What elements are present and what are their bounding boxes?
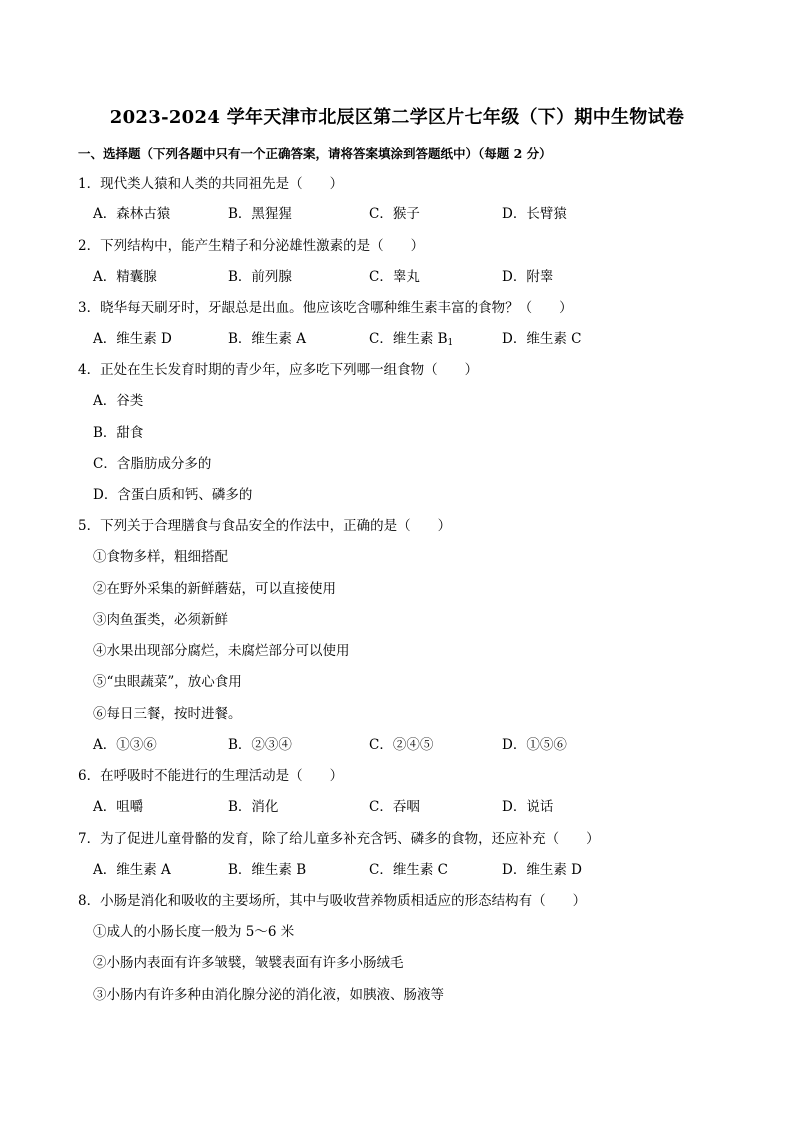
statement-item: ②小肠内表面有许多皱襞，皱襞表面有许多小肠绒毛 bbox=[93, 955, 404, 971]
option-c bbox=[369, 330, 453, 352]
option-a: A．谷类 bbox=[93, 393, 144, 409]
option-c: C．维生素 C bbox=[369, 862, 448, 878]
statement-item: ①食物多样，粗细搭配 bbox=[93, 549, 228, 565]
option-d: D．长臂猿 bbox=[502, 206, 567, 222]
option-a: A．维生素 D bbox=[93, 331, 172, 347]
option-a: A．①③⑥ bbox=[93, 737, 157, 753]
question-stem: 2．下列结构中，能产生精子和分泌雄性激素的是（ ） bbox=[78, 238, 425, 254]
option-b: B．前列腺 bbox=[228, 269, 292, 285]
question-stem: 4．正处在生长发育时期的青少年，应多吃下列哪一组食物（ ） bbox=[78, 362, 479, 378]
option-b: B．黑猩猩 bbox=[228, 206, 292, 222]
question-stem: 6．在呼吸时不能进行的生理活动是（ ） bbox=[78, 768, 344, 784]
statement-item: ③小肠内有许多种由消化腺分泌的消化液，如胰液、肠液等 bbox=[93, 987, 444, 1003]
statement-item: ②在野外采集的新鲜蘑菇，可以直接使用 bbox=[93, 581, 336, 597]
option-d: D．维生素 C bbox=[502, 331, 582, 347]
question-stem: 7．为了促进儿童骨骼的发育，除了给儿童多补充含钙、磷多的食物，还应补充（ ） bbox=[78, 831, 600, 847]
option-d: D．维生素 D bbox=[502, 862, 582, 878]
question-stem: 5．下列关于合理膳食与食品安全的作法中，正确的是（ ） bbox=[78, 518, 452, 534]
option-b: B．消化 bbox=[228, 799, 279, 815]
statement-item: ①成人的小肠长度一般为 5～6 米 bbox=[93, 924, 295, 940]
option-a: A．森林古猿 bbox=[93, 206, 171, 222]
option-b: B．维生素 A bbox=[228, 331, 306, 347]
question-stem: 8．小肠是消化和吸收的主要场所，其中与吸收营养物质相适应的形态结构有（ ） bbox=[78, 893, 587, 909]
option-c-text: C．维生素 B bbox=[369, 331, 448, 347]
question-stem: 1．现代类人猿和人类的共同祖先是（ ） bbox=[78, 176, 344, 192]
option-d: D．说话 bbox=[502, 799, 554, 815]
option-b: B．②③④ bbox=[228, 737, 292, 753]
option-c: C．睾丸 bbox=[369, 269, 420, 285]
section-heading: 一、选择题（下列各题中只有一个正确答案，请将答案填涂到答题纸中）（每题 2 分） bbox=[78, 146, 552, 161]
option-b: B．维生素 B bbox=[228, 862, 307, 878]
question-stem: 3．晓华每天刷牙时，牙龈总是出血。他应该吃含哪种维生素丰富的食物？（ ） bbox=[78, 300, 573, 316]
option-c-subscript: 1 bbox=[447, 338, 454, 348]
page-title: 2023-2024 学年天津市北辰区第二学区片七年级（下）期中生物试卷 bbox=[109, 107, 685, 128]
statement-item: ⑥每日三餐，按时进餐。 bbox=[93, 706, 242, 722]
option-d: D．附睾 bbox=[502, 269, 554, 285]
statement-item: ⑤“虫眼蔬菜”，放心食用 bbox=[93, 674, 242, 690]
option-d: D．①⑤⑥ bbox=[502, 737, 567, 753]
statement-item: ③肉鱼蛋类，必须新鲜 bbox=[93, 612, 228, 628]
option-c: C．含脂肪成分多的 bbox=[93, 456, 212, 472]
option-c: C．②④⑤ bbox=[369, 737, 434, 753]
statement-item: ④水果出现部分腐烂，未腐烂部分可以使用 bbox=[93, 643, 350, 659]
option-a: A．咀嚼 bbox=[93, 799, 144, 815]
option-c: C．吞咽 bbox=[369, 799, 420, 815]
option-d: D．含蛋白质和钙、磷多的 bbox=[93, 487, 253, 503]
option-a: A．精囊腺 bbox=[93, 269, 157, 285]
option-a: A．维生素 A bbox=[93, 862, 171, 878]
option-c: C．猴子 bbox=[369, 206, 420, 222]
option-b: B．甜食 bbox=[93, 425, 144, 441]
